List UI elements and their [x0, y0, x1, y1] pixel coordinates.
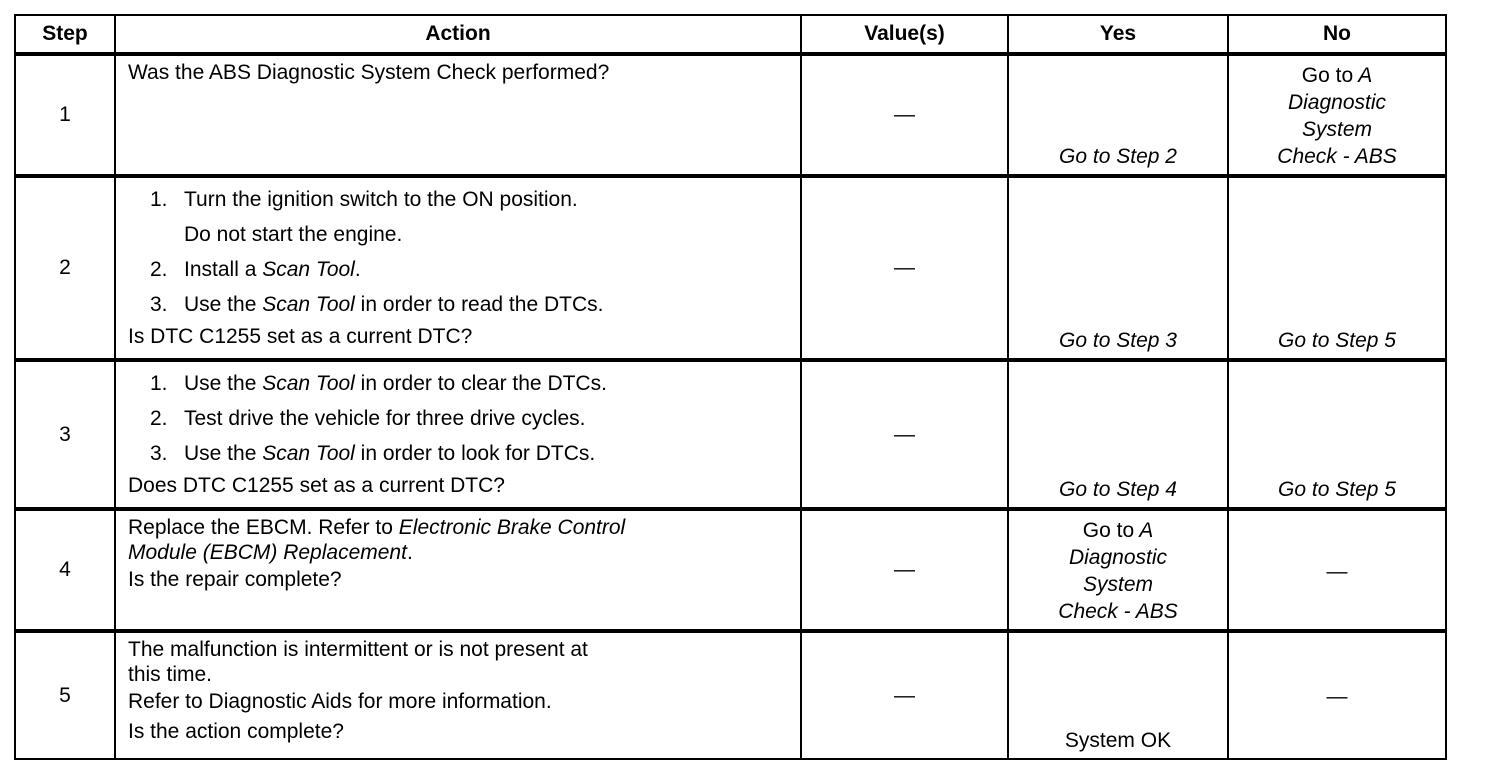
- substep-1-continuation: Do not start the engine.: [184, 223, 403, 246]
- action-cell: [115, 54, 801, 176]
- action-text: Replace the EBCM. Refer to Electronic Brake Control: [128, 516, 626, 539]
- no-link-line-3: System: [1301, 118, 1372, 141]
- yes-result: System OK: [1064, 729, 1172, 752]
- substep-2: 2. Test drive the vehicle for three drive cycles.: [150, 407, 586, 430]
- action-cell: [115, 360, 801, 509]
- yes-prefix: Go to: [1082, 519, 1135, 542]
- value-cell: [801, 176, 1008, 360]
- substep-3: 3. Use the Scan Tool in order to read the DTCs.: [150, 293, 604, 316]
- value-cell: [801, 509, 1008, 631]
- step-number: 5: [15, 631, 115, 759]
- step-number: 1: [15, 54, 115, 176]
- no-link: Go to Step 5: [1278, 478, 1396, 501]
- value-cell: [801, 631, 1008, 759]
- substep-2: 2. Install a Scan Tool.: [150, 258, 361, 281]
- yes-link-line-3: System: [1082, 573, 1153, 596]
- no-link: Go to Step 5: [1278, 329, 1396, 352]
- no-cell: [1228, 176, 1446, 360]
- yes-cell: [1008, 631, 1228, 759]
- step-number: 2: [15, 176, 115, 360]
- no-link-line-1: A: [1358, 64, 1373, 87]
- action-text-cont: Module (EBCM) Replacement.: [128, 541, 413, 564]
- action-text: Was the ABS Diagnostic System Check performed?: [128, 61, 610, 84]
- no-link-line-4: Check - ABS: [1277, 145, 1397, 168]
- action-question: Is DTC C1255 set as a current DTC?: [128, 325, 473, 348]
- table-row-step-5: [15, 631, 1446, 759]
- no-cell: [1228, 509, 1446, 631]
- table-row-step-3: [15, 360, 1446, 509]
- action-cell: [115, 631, 801, 759]
- value-dash: —: [894, 103, 915, 126]
- yes-link: Go to Step 4: [1059, 478, 1177, 501]
- yes-cell: [1008, 176, 1228, 360]
- substep-3: 3. Use the Scan Tool in order to look for DTCs.: [150, 442, 596, 465]
- action-question: Is the repair complete?: [128, 568, 342, 591]
- header-no: No: [1228, 15, 1446, 54]
- no-cell: [1228, 54, 1446, 176]
- no-dash: —: [1326, 685, 1348, 708]
- diagnostic-table: [14, 14, 1447, 760]
- table-row-step-2: [15, 176, 1446, 360]
- step-number: 3: [15, 360, 115, 509]
- header-step: Step: [15, 15, 115, 54]
- yes-cell: [1008, 360, 1228, 509]
- action-text-line-2: this time.: [128, 663, 213, 686]
- no-cell: [1228, 631, 1446, 759]
- header-values: Value(s): [801, 15, 1008, 54]
- no-cell: [1228, 360, 1446, 509]
- action-question: Is the action complete?: [128, 720, 344, 743]
- yes-link-line-2: Diagnostic: [1068, 546, 1168, 569]
- yes-cell: [1008, 54, 1228, 176]
- header-action: Action: [115, 15, 801, 54]
- no-prefix: Go to: [1301, 64, 1354, 87]
- yes-link-line-1: A: [1139, 519, 1154, 542]
- action-question: Does DTC C1255 set as a current DTC?: [128, 474, 505, 497]
- substep-1: 1. Use the Scan Tool in order to clear the DTCs.: [150, 372, 607, 395]
- table-row-step-1: [15, 54, 1446, 176]
- value-cell: [801, 360, 1008, 509]
- yes-link: Go to Step 2: [1059, 145, 1177, 168]
- value-dash: —: [894, 422, 915, 446]
- action-cell: [115, 509, 801, 631]
- yes-link-line-4: Check - ABS: [1058, 600, 1178, 623]
- value-dash: —: [894, 683, 915, 707]
- table-row-step-4: [15, 509, 1446, 631]
- no-link-line-2: Diagnostic: [1287, 91, 1387, 114]
- step-number: 4: [15, 509, 115, 631]
- value-dash: —: [894, 558, 915, 581]
- header-row: [15, 15, 1446, 54]
- header-yes: Yes: [1008, 15, 1228, 54]
- value-cell: [801, 54, 1008, 176]
- yes-cell: [1008, 509, 1228, 631]
- yes-link: Go to Step 3: [1059, 329, 1177, 352]
- value-dash: —: [894, 256, 915, 279]
- action-text-line-1: The malfunction is intermittent or is not present at: [128, 638, 588, 661]
- action-cell: [115, 176, 801, 360]
- action-text-line-3: Refer to Diagnostic Aids for more information.: [128, 690, 552, 713]
- no-dash: —: [1326, 559, 1348, 583]
- substep-1: 1. Turn the ignition switch to the ON position.: [150, 188, 578, 211]
